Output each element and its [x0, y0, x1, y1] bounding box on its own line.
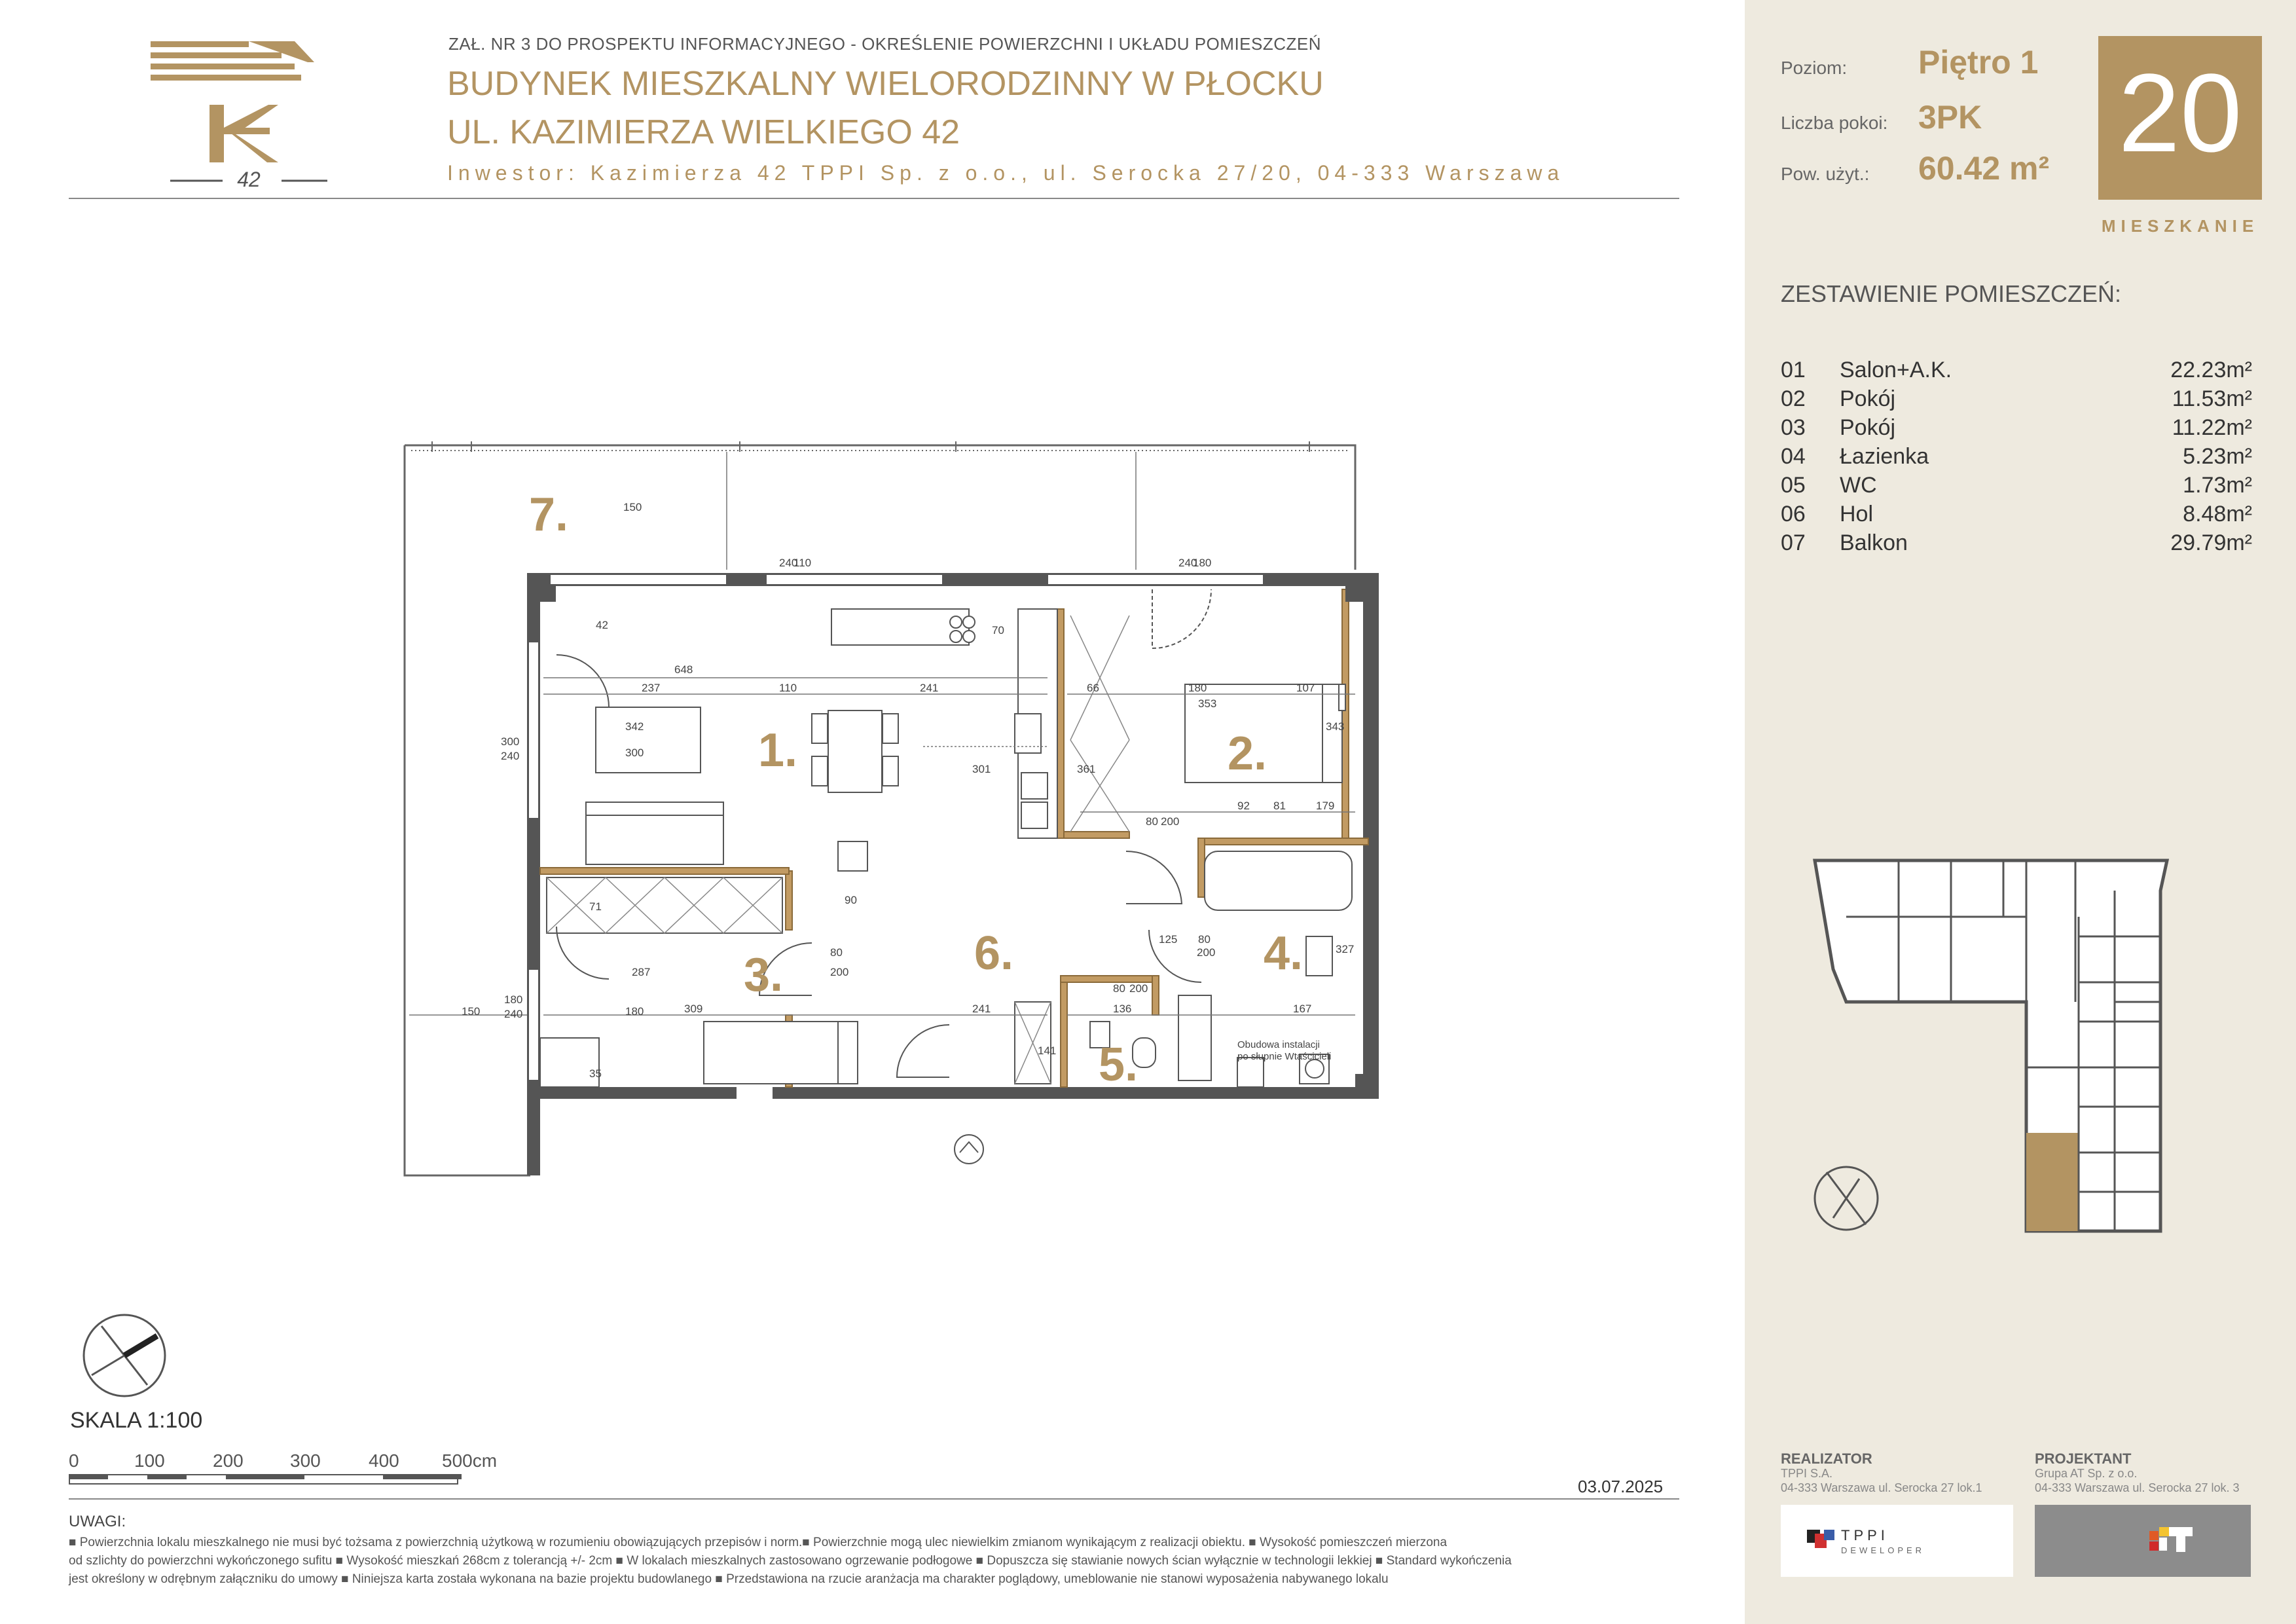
document-date: 03.07.2025 [1578, 1477, 1664, 1496]
entrance-arrow-icon [955, 1135, 983, 1164]
room-area: 11.22m² [2172, 415, 2252, 440]
dim-label: 648 [674, 663, 693, 676]
header-divider [69, 198, 1679, 199]
dim-label: 150 [623, 501, 642, 513]
dim-label: 107 [1296, 682, 1315, 694]
projektant-address: 04-333 Warszawa ul. Serocka 27 lok. 3 [2035, 1481, 2240, 1494]
dim-label: 309 [684, 1003, 703, 1015]
room-label-1: 1. [758, 724, 798, 777]
room-name: Łazienka [1840, 444, 1929, 469]
dim-label: 90 [845, 894, 857, 906]
dim-label: 180 [1188, 682, 1207, 694]
room-number: 07 [1781, 530, 1806, 555]
apartment-label: MIESZKANIE [2101, 216, 2259, 236]
room-number: 02 [1781, 386, 1806, 411]
sidebar [1745, 0, 2296, 1624]
room-label-3: 3. [744, 949, 784, 1001]
room-row [1781, 358, 2252, 386]
dim-label: 66 [1087, 682, 1099, 694]
installation-note: po słupnie Wtaścicieli [1237, 1051, 1332, 1062]
rooms-count-label: Liczba pokoi: [1781, 113, 1888, 133]
footer-divider [69, 1498, 1679, 1500]
dim-label: 241 [920, 682, 939, 694]
key-plan [1807, 851, 2174, 1244]
header-investor: Inwestor: Kazimierza 42 TPPI Sp. z o.o., ul. Serocka 27/20, 04-333 Warszawa [447, 161, 1565, 185]
room-area: 5.23m² [2183, 444, 2252, 469]
dim-label: 342 [625, 720, 644, 733]
compass-icon [79, 1310, 170, 1401]
scale-tick: 500cm [442, 1450, 498, 1471]
dim-label: 80 [830, 946, 843, 959]
apartment-number-box [2098, 36, 2262, 200]
scale-bar [69, 1450, 756, 1490]
dim-label: 237 [642, 682, 661, 694]
header-subtitle: ZAŁ. NR 3 DO PROSPEKTU INFORMACYJNEGO - OKREŚLENIE POWIERZCHNI I UKŁADU POMIESZCZEŃ [448, 34, 1322, 54]
dim-label: 110 [779, 682, 797, 694]
dim-label: 200 [830, 966, 849, 978]
dim-label: 300 [625, 747, 644, 759]
key-plan-compass-icon [1815, 1167, 1878, 1230]
scale-tick: 200 [213, 1450, 244, 1471]
dim-label: 240 [1178, 557, 1197, 569]
room-name: Salon+A.K. [1840, 358, 1952, 382]
dim-label: 240 [504, 1008, 523, 1020]
dim-label: 80 [1113, 982, 1125, 995]
dim-label: 80 [1146, 815, 1158, 828]
scale-tick: 300 [290, 1450, 321, 1471]
room-name: Balkon [1840, 530, 1908, 555]
dim-label: 301 [972, 763, 991, 775]
room-label-2: 2. [1228, 728, 1267, 780]
room-area: 22.23m² [2170, 358, 2252, 382]
floor-plan [393, 432, 1414, 1179]
scale-label: SKALA 1:100 [70, 1408, 203, 1433]
dim-label: 240 [501, 750, 520, 762]
rooms-table-title: ZESTAWIENIE POMIESZCZEŃ: [1781, 280, 2122, 307]
projektant-logo [2035, 1505, 2251, 1577]
dim-label: 287 [632, 966, 651, 978]
notes-line: ■ Powierzchnia lokalu mieszkalnego nie musi być tożsama z powierzchnią użytkową w rozumieniu obowiązujących przepisów i norm.■ Powierzchnie mogą ulec niewielkim zmianom wynikającym z realizacji obiektu. ■ Wysokość pomieszczeń mierzona [69, 1536, 1448, 1549]
room-label-4: 4. [1264, 927, 1303, 980]
room-row [1781, 386, 2252, 415]
dim-label: 150 [462, 1005, 481, 1018]
logo-graphic [144, 36, 380, 193]
dim-label: 200 [1197, 946, 1216, 959]
dim-label: 125 [1159, 933, 1178, 946]
dim-label: 353 [1198, 697, 1217, 710]
room-label-6: 6. [974, 927, 1014, 980]
realizator-address: 04-333 Warszawa ul. Serocka 27 lok.1 [1781, 1481, 1982, 1494]
logo-text: 42 [237, 168, 261, 191]
scale-tick: 400 [369, 1450, 399, 1471]
dim-label: 167 [1293, 1003, 1312, 1015]
realizator-logo-sub: DEWELOPER [1841, 1545, 1925, 1555]
room-name: Pokój [1840, 386, 1896, 411]
installation-note: Obudowa instalacji [1237, 1039, 1320, 1050]
room-row [1781, 530, 2252, 559]
dim-label: 179 [1316, 800, 1335, 812]
dim-label: 81 [1273, 800, 1286, 812]
notes-line: od szlichty do powierzchni wykończonego sufitu ■ Wysokość mieszkań 268cm z tolerancją +/- 2cm ■ W lokalach mieszkalnych zastosowano ogrzewanie podłogowe ■ Dopuszcza się stawianie nowych ścian wyłącznie w technologii lekkiej ■ Standard wykończenia [69, 1554, 1512, 1568]
room-name: Pokój [1840, 415, 1896, 440]
dim-label: 141 [1038, 1044, 1057, 1057]
room-number: 06 [1781, 502, 1806, 526]
key-plan-graphic [1807, 851, 2174, 1244]
scale-tick: 100 [134, 1450, 165, 1471]
dim-label: 240 [779, 557, 798, 569]
dim-label: 180 [625, 1005, 644, 1018]
room-number: 03 [1781, 415, 1806, 440]
dim-label: 180 [1193, 557, 1212, 569]
projektant-name: Grupa AT Sp. z o.o. [2035, 1467, 2138, 1480]
room-label-7: 7. [529, 489, 569, 541]
dim-label: 327 [1336, 943, 1355, 955]
notes-line: jest określony w odrębnym załączniku do umowy ■ Niniejsza karta została wykonana na bazie projektu budowlanego ■ Przedstawiona na rzucie aranżacja ma charakter poglądowy, umeblowanie nie stanowi wyposażenia nabywanego lokalu [69, 1572, 1389, 1586]
dim-label: 35 [589, 1067, 602, 1080]
dim-label: 80 [1198, 933, 1211, 946]
room-label-5: 5. [1099, 1039, 1139, 1091]
dim-label: 71 [589, 900, 602, 913]
dim-label: 110 [793, 557, 812, 569]
level-value: Piętro 1 [1918, 44, 2039, 81]
dim-label: 92 [1237, 800, 1250, 812]
dim-label: 343 [1326, 720, 1345, 733]
usable-area-label: Pow. użyt.: [1781, 164, 1870, 184]
dim-label: 200 [1161, 815, 1180, 828]
realizator-name: TPPI S.A. [1781, 1467, 1833, 1480]
dim-label: 180 [504, 993, 523, 1006]
room-row [1781, 444, 2252, 473]
realizator-title: REALIZATOR [1781, 1450, 1872, 1467]
notes-title: UWAGI: [69, 1513, 126, 1530]
room-area: 11.53m² [2172, 386, 2252, 411]
floor-plan-drawing [393, 432, 1414, 1179]
dim-label: 70 [992, 624, 1004, 637]
dim-label: 200 [1129, 982, 1148, 995]
room-area: 29.79m² [2170, 530, 2252, 555]
room-row [1781, 473, 2252, 502]
dim-label: 42 [596, 619, 608, 631]
dim-label: 361 [1077, 763, 1096, 775]
room-number: 04 [1781, 444, 1806, 469]
apartment-number: 20 [2118, 51, 2242, 175]
header-title: BUDYNEK MIESZKALNY WIELORODZINNY W PŁOCKU [447, 65, 1324, 103]
usable-area-value: 60.42 m² [1918, 150, 2050, 187]
logo [144, 36, 380, 193]
dim-label: 300 [501, 735, 520, 748]
realizator-logo [1781, 1505, 2013, 1577]
room-row [1781, 502, 2252, 530]
level-label: Poziom: [1781, 58, 1848, 78]
room-area: 8.48m² [2183, 502, 2252, 526]
realizator-logo-text: TPPI [1841, 1527, 1889, 1543]
room-area: 1.73m² [2183, 473, 2252, 498]
scale-tick: 0 [69, 1450, 79, 1471]
projektant-title: PROJEKTANT [2035, 1450, 2132, 1467]
room-number: 05 [1781, 473, 1806, 498]
room-name: WC [1840, 473, 1877, 498]
rooms-count-value: 3PK [1918, 99, 1982, 136]
dim-label: 241 [972, 1003, 991, 1015]
room-name: Hol [1840, 502, 1874, 526]
header-address: UL. KAZIMIERZA WIELKIEGO 42 [447, 113, 960, 151]
room-number: 01 [1781, 358, 1806, 382]
room-row [1781, 415, 2252, 444]
dim-label: 136 [1113, 1003, 1132, 1015]
